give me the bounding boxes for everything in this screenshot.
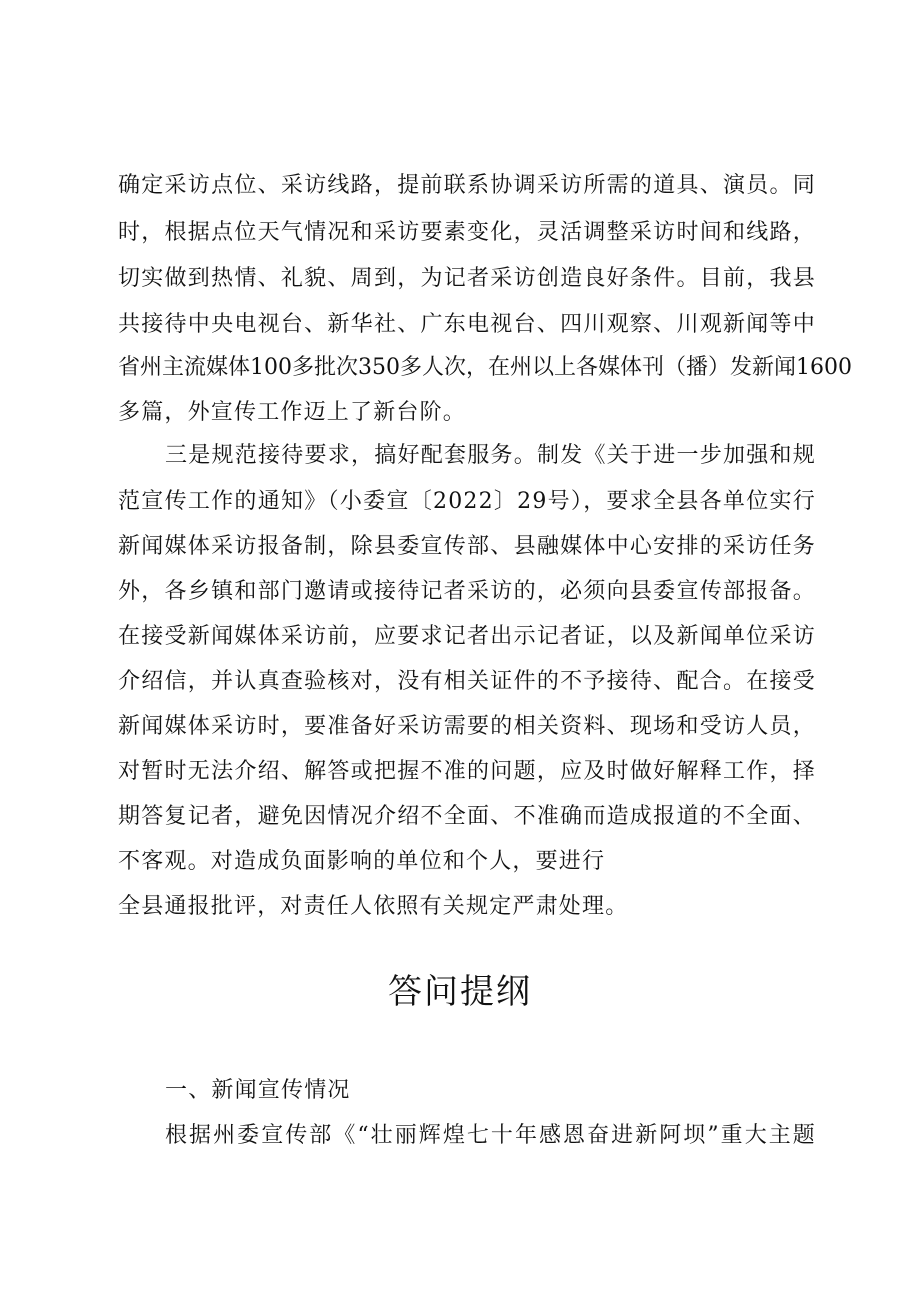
paragraph-line: 在接受新闻媒体采访前，应要求记者出示记者证，以及新闻单位采访 <box>118 624 816 649</box>
section-heading: 答问提纲 <box>388 972 532 1012</box>
paragraph-line: 范宣传工作的通知》（小委宣〔2022〕29号），要求全县各单位实行 <box>118 489 816 514</box>
paragraph-line: 不客观。对造成负面影响的单位和个人，要进行 <box>118 849 606 874</box>
paragraph-line: 根据州委宣传部《“壮丽辉煌七十年感恩奋进新阿坝”重大主题 <box>165 1123 816 1148</box>
paragraph-line: 共接待中央电视台、新华社、广东电视台、四川观察、川观新闻等中 <box>118 312 816 337</box>
paragraph-line: 介绍信，并认真查验核对，没有相关证件的不予接待、配合。在接受 <box>118 669 816 694</box>
paragraph-line: 对暂时无法介绍、解答或把握不准的问题，应及时做好解释工作，择 <box>118 759 816 784</box>
paragraph-line: 时，根据点位天气情况和采访要素变化，灵活调整采访时间和线路， <box>118 220 816 245</box>
paragraph-line: 省州主流媒体100多批次350多人次，在州以上各媒体刊（播）发新闻1600 <box>118 355 852 380</box>
paragraph-line: 外，各乡镇和部门邀请或接待记者采访的，必须向县委宣传部报备。 <box>118 579 816 604</box>
paragraph-line: 新闻媒体采访报备制，除县委宣传部、县融媒体中心安排的采访任务 <box>118 534 816 559</box>
paragraph-line: 三是规范接待要求，搞好配套服务。制发《关于进一步加强和规 <box>165 443 816 468</box>
paragraph-line: 期答复记者，避免因情况介绍不全面、不准确而造成报道的不全面、 <box>118 804 816 829</box>
paragraph-line: 确定采访点位、采访线路，提前联系协调采访所需的道具、演员。同 <box>118 173 816 198</box>
paragraph-line: 全县通报批评，对责任人依照有关规定严肃处理。 <box>118 894 629 919</box>
section-subtitle: 一、新闻宣传情况 <box>165 1078 351 1103</box>
paragraph-line: 多篇，外宣传工作迈上了新台阶。 <box>118 400 467 425</box>
paragraph-line: 切实做到热情、礼貌、周到，为记者采访创造良好条件。目前，我县 <box>118 266 816 291</box>
paragraph-line: 新闻媒体采访时，要准备好采访需要的相关资料、现场和受访人员， <box>118 714 816 739</box>
